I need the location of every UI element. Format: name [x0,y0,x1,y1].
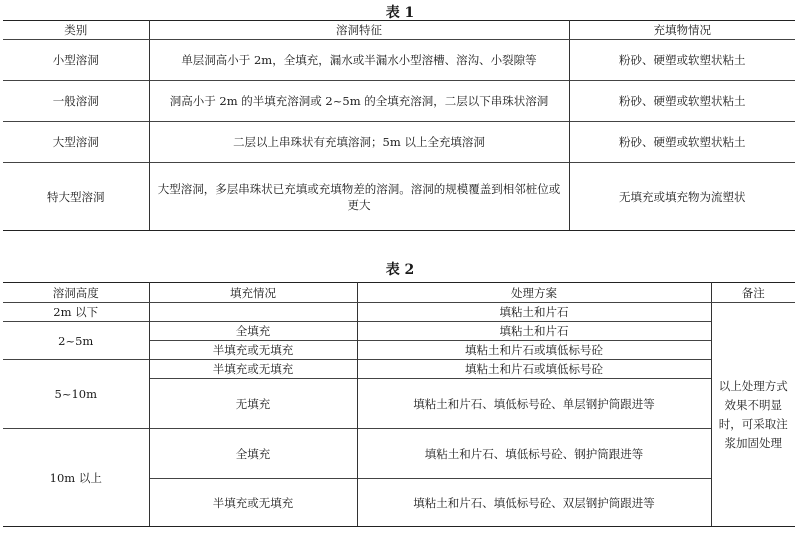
table1-fill-cell: 无填充或填充物为流塑状 [569,163,795,231]
table1-fill-cell: 粉砂、硬塑或软塑状粘土 [569,40,795,81]
table1-feature-cell: 单层洞高小于 2m，全填充，漏水或半漏水小型溶槽、溶沟、小裂隙等 [149,40,569,81]
table-row [3,122,795,163]
table-row [3,322,795,341]
table1-header-feature: 溶洞特征 [149,21,569,40]
table1-category-cell: 小型溶洞 [3,40,149,81]
table2-plan-cell: 填粘土和片石、填低标号砼、单层钢护筒跟进等 [357,379,711,429]
table1-fill-cell: 粉砂、硬塑或软塑状粘土 [569,81,795,122]
cave-classification-table [3,20,795,231]
table-row [3,163,795,231]
table1-feature-cell: 大型溶洞，多层串珠状已充填或充填物差的溶洞。溶洞的规模覆盖到相邻桩位或更大 [149,163,569,231]
table2-height-cell: 2~5m [3,322,149,360]
table2-fill-cell: 半填充或无填充 [149,479,357,527]
table1-category-cell: 大型溶洞 [3,122,149,163]
table2-fill-cell: 全填充 [149,429,357,479]
table2-height-cell: 10m 以上 [3,429,149,527]
table1-title: 表 1 [385,5,415,21]
table2-fill-cell: 半填充或无填充 [149,341,357,360]
table2-header-plan: 处理方案 [357,283,711,303]
table2-header-note: 备注 [711,283,795,303]
table2-plan-cell: 填粘土和片石、填低标号砼、双层钢护筒跟进等 [357,479,711,527]
table1-fill-cell: 粉砂、硬塑或软塑状粘土 [569,122,795,163]
table-row [3,360,795,379]
table2-title: 表 2 [385,262,415,278]
table1-category-cell: 一般溶洞 [3,81,149,122]
table1-category-cell: 特大型溶洞 [3,163,149,231]
table2-note-cell: 以上处理方式效果不明显时，可采取注浆加固处理 [711,303,795,527]
table2-fill-cell: 无填充 [149,379,357,429]
table2-plan-cell: 填粘土和片石 [357,322,711,341]
cave-treatment-table [3,282,795,527]
table-row [3,81,795,122]
table1-header-fill: 充填物情况 [569,21,795,40]
table2-plan-cell: 填粘土和片石、填低标号砼、钢护筒跟进等 [357,429,711,479]
table2-fill-cell: 全填充 [149,322,357,341]
table2-header-fill: 填充情况 [149,283,357,303]
table2-header-height: 溶洞高度 [3,283,149,303]
table1-feature-cell: 洞高小于 2m 的半填充溶洞或 2~5m 的全填充溶洞，二层以下串珠状溶洞 [149,81,569,122]
table2-height-cell: 2m 以下 [3,303,149,322]
table1-header-category: 类别 [3,21,149,40]
table-row [3,40,795,81]
table2-plan-cell: 填粘土和片石或填低标号砼 [357,341,711,360]
table1-feature-cell: 二层以上串珠状有充填溶洞；5m 以上全充填溶洞 [149,122,569,163]
table2-fill-cell [149,303,357,322]
table2-fill-cell: 半填充或无填充 [149,360,357,379]
table2-height-cell: 5~10m [3,360,149,429]
table-row [3,303,795,322]
table2-plan-cell: 填粘土和片石或填低标号砼 [357,360,711,379]
table2-plan-cell: 填粘土和片石 [357,303,711,322]
table-row [3,429,795,479]
